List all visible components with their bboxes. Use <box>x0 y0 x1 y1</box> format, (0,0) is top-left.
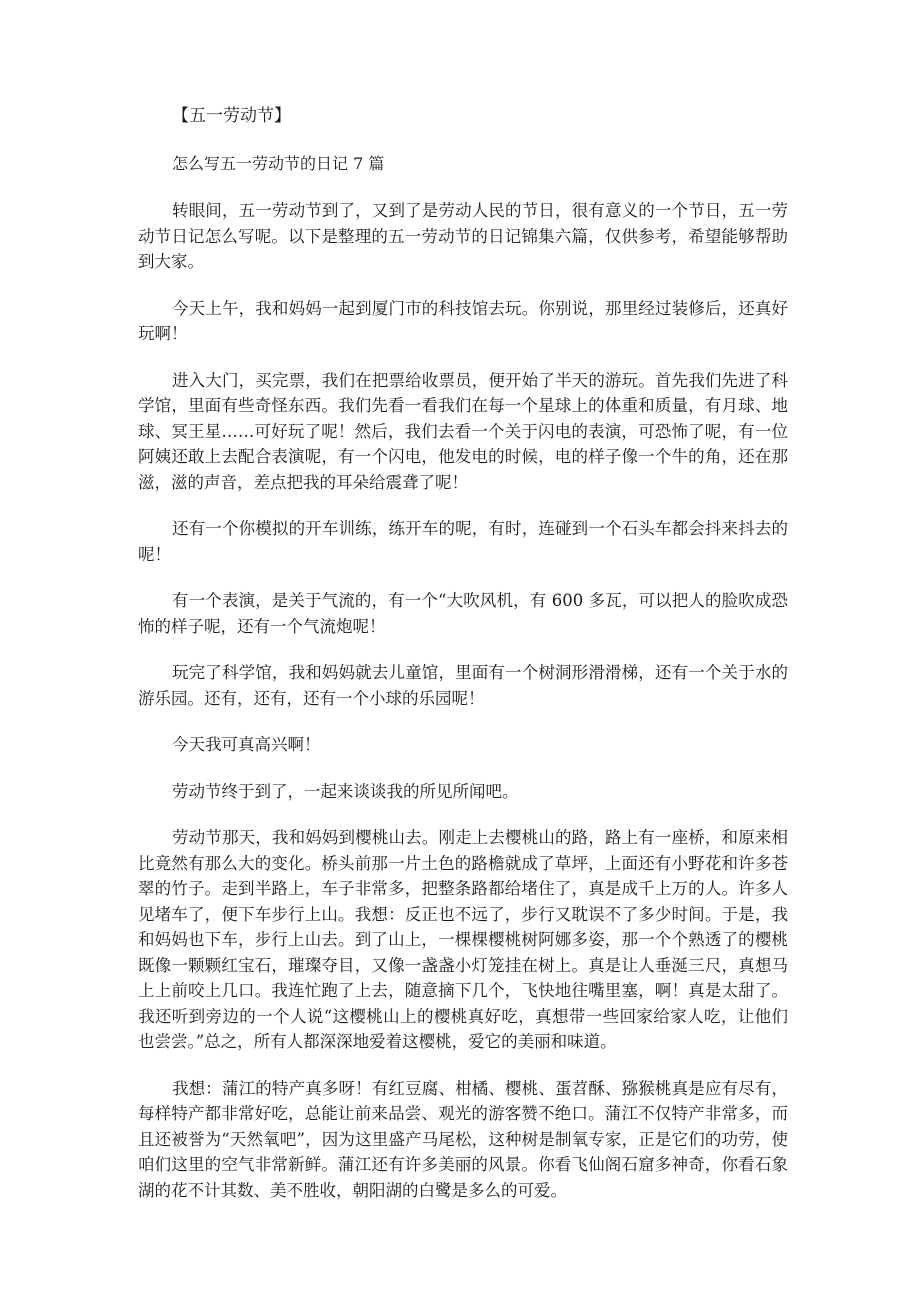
document-subtitle: 怎么写五一劳动节的日记 7 篇 <box>172 154 385 173</box>
paragraph: 还有一个你模拟的开车训练，练开车的呢，有时，连碰到一个石头车都会抖来抖去的呢！ <box>138 519 788 564</box>
paragraph: 进入大门，买完票，我们在把票给收票员，便开始了半天的游玩。首先我们先进了科学馆，里面有些奇怪东西。我们先看一看我们在每一个星球上的体重和质量，有月球、地球、冥王星……可好玩了呢！然后，我们去看一个关于闪电的表演，可恐怖了呢，有一位阿姨还敢上去配合表演呢，有一个闪电，他发电的时候，电的样子像一个牛的角，还在那滋，滋的声音，差点把我的耳朵给震聋了呢！ <box>138 370 788 492</box>
paragraph: 劳动节终于到了，一起来谈谈我的所见所闻吧。 <box>172 781 519 801</box>
document-page <box>138 104 788 1224</box>
paragraph: 今天上午，我和妈妈一起到厦门市的科技馆去玩。你别说，那里经过装修后，还真好玩啊！ <box>138 298 788 343</box>
paragraph: 玩完了科学馆，我和妈妈就去儿童馆，里面有一个树洞形滑滑梯，还有一个关于水的游乐园。还有，还有，还有一个小球的乐园呢！ <box>138 663 788 708</box>
paragraph: 劳动节那天，我和妈妈到樱桃山去。刚走上去樱桃山的路，路上有一座桥，和原来相比竟然有那么大的变化。桥头前那一片土色的路檐就成了草坪，上面还有小野花和许多苍翠的竹子。走到半路上，车子非常多，把整条路都给堵住了，真是成千上万的人。许多人见堵车了，便下车步行上山。我想：反正也不远了，步行又耽误不了多少时间。于是，我和妈妈也下车，步行上山去。到了山上，一棵棵樱桃树阿娜多姿，那一个个熟透了的樱桃既像一颗颗红宝石，璀璨夺目，又像一盏盏小灯笼挂在树上。真是让人垂涎三尺，真想马上上前咬上几口。我连忙跑了上去，随意摘下几个，飞快地往嘴里塞，啊！真是太甜了。我还听到旁边的一个人说“这樱桃山上的樱桃真好吃，真想带一些回家给家人吃，让他们也尝尝。”总之，所有人都深深地爱着这樱桃，爱它的美丽和味道。 <box>138 828 788 1051</box>
paragraph: 转眼间，五一劳动节到了，又到了是劳动人民的节日，很有意义的一个节日，五一劳动节日记怎么写呢。以下是整理的五一劳动节的日记锦集六篇，仅供参考，希望能够帮助到大家。 <box>138 201 788 271</box>
document-heading: 【五一劳动节】 <box>172 106 291 126</box>
paragraph: 今天我可真高兴啊！ <box>172 735 321 754</box>
paragraph: 我想：蒲江的特产真多呀！有红豆腐、柑橘、樱桃、蛋苕酥、猕猴桃真是应有尽有，每样特产都非常好吃，总能让前来品尝、观光的游客赞不绝口。蒲江不仅特产非常多，而且还被誉为“天然氧吧”，因为这里盛产马尾松，这种树是制氧专家，正是它们的功劳，使咱们这里的空气非常新鲜。蒲江还有许多美丽的风景。你看飞仙阁石窟多神奇，你看石象湖的花不计其数、美不胜收，朝阳湖的白鹭是多么的可爱。 <box>138 1078 788 1200</box>
paragraph: 有一个表演，是关于气流的，有一个“大吹风机，有 600 多瓦，可以把人的脸吹成恐怖的样子呢，还有一个气流炮呢！ <box>138 591 788 636</box>
